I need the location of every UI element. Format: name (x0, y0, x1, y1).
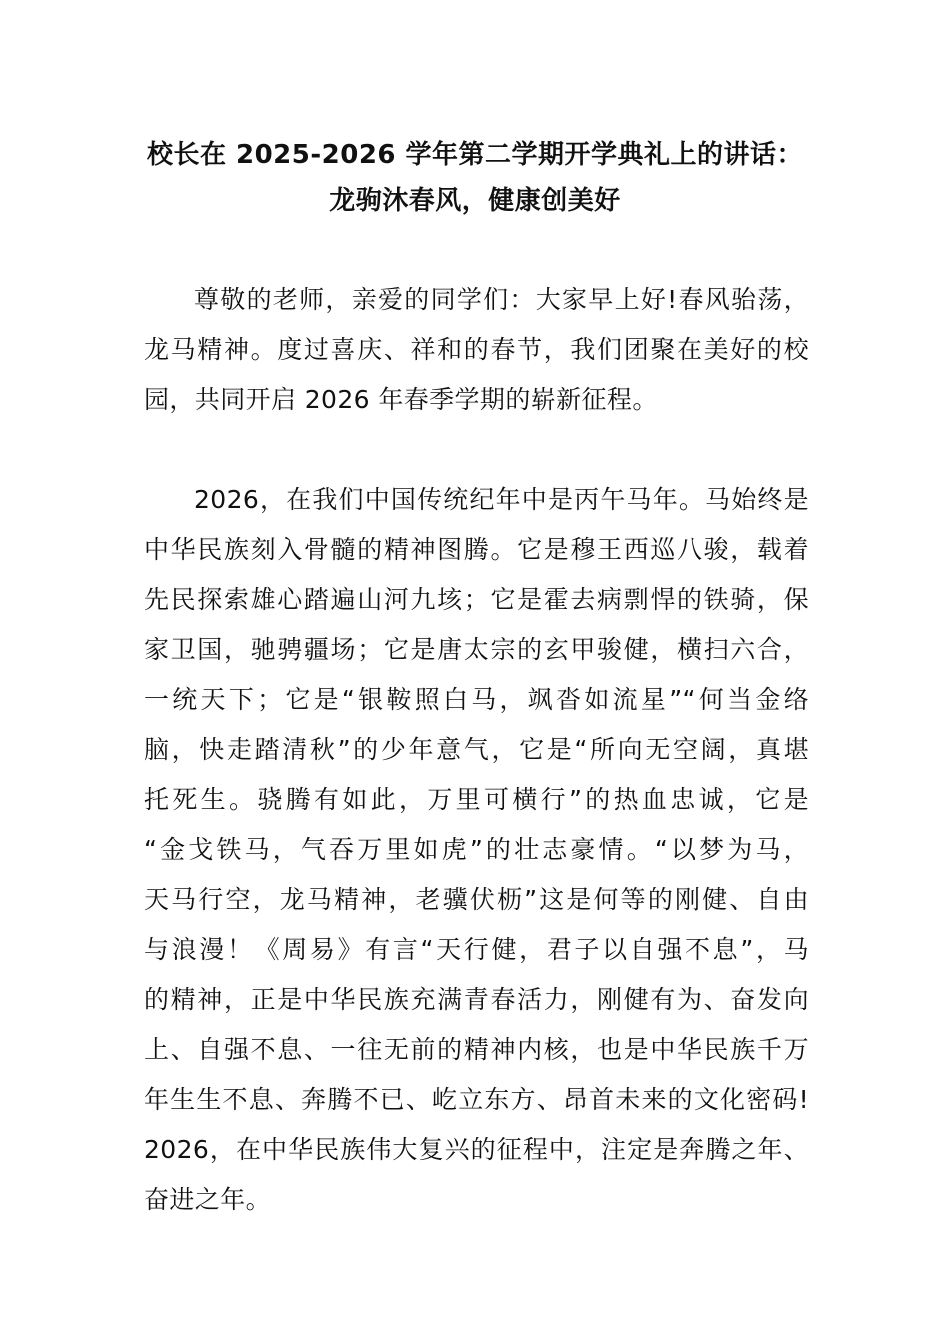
paragraph-line: 与浪漫！《周易》有言“天行健，君子以自强不息”，马 (144, 935, 809, 964)
paragraph-line: 2026，在中华民族伟大复兴的征程中，注定是奔腾之年、 (144, 1135, 809, 1164)
title-line-2: 龙驹沐春风，健康创美好 (329, 186, 621, 216)
paragraph-line: 托死生。骁腾有如此，万里可横行”的热血忠诚，它是 (144, 785, 809, 814)
paragraph-line: 一统天下；它是“银鞍照白马，飒沓如流星”“何当金络 (144, 685, 809, 714)
paragraph-line: 先民探索雄心踏遍山河九垓；它是霍去病剽悍的铁骑，保 (144, 585, 809, 614)
paragraph-line: 上、自强不息、一往无前的精神内核，也是中华民族千万 (144, 1035, 809, 1064)
paragraph-greeting (144, 275, 809, 425)
paragraph-year-of-horse (144, 475, 809, 1225)
paragraph-line: 2026，在我们中国传统纪年中是丙午马年。马始终是 (194, 485, 809, 514)
title-line-1: 校长在 2025-2026 学年第二学期开学典礼上的讲话： (146, 140, 804, 170)
paragraph-line: 年生生不息、奔腾不已、屹立东方、昂首未来的文化密码! (144, 1085, 809, 1114)
paragraph-line: “金戈铁马，气吞万里如虎”的壮志豪情。“以梦为马， (144, 835, 809, 864)
paragraph-line: 奋进之年。 (144, 1185, 272, 1214)
paragraph-line: 龙马精神。度过喜庆、祥和的春节，我们团聚在美好的校 (144, 335, 809, 364)
paragraph-line: 的精神，正是中华民族充满青春活力，刚健有为、奋发向 (144, 985, 809, 1014)
paragraph-line: 家卫国，驰骋疆场；它是唐太宗的玄甲骏健，横扫六合， (144, 635, 809, 664)
paragraph-line: 脑，快走踏清秋”的少年意气，它是“所向无空阔，真堪 (144, 735, 809, 764)
paragraph-line: 园，共同开启 2026 年春季学期的崭新征程。 (144, 385, 658, 414)
paragraph-line: 天马行空，龙马精神，老骥伏枥”这是何等的刚健、自由 (144, 885, 809, 914)
paragraph-line: 中华民族刻入骨髓的精神图腾。它是穆王西巡八骏，载着 (144, 535, 809, 564)
document-title (120, 132, 830, 224)
paragraph-line: 尊敬的老师，亲爱的同学们：大家早上好!春风骀荡， (194, 285, 809, 314)
